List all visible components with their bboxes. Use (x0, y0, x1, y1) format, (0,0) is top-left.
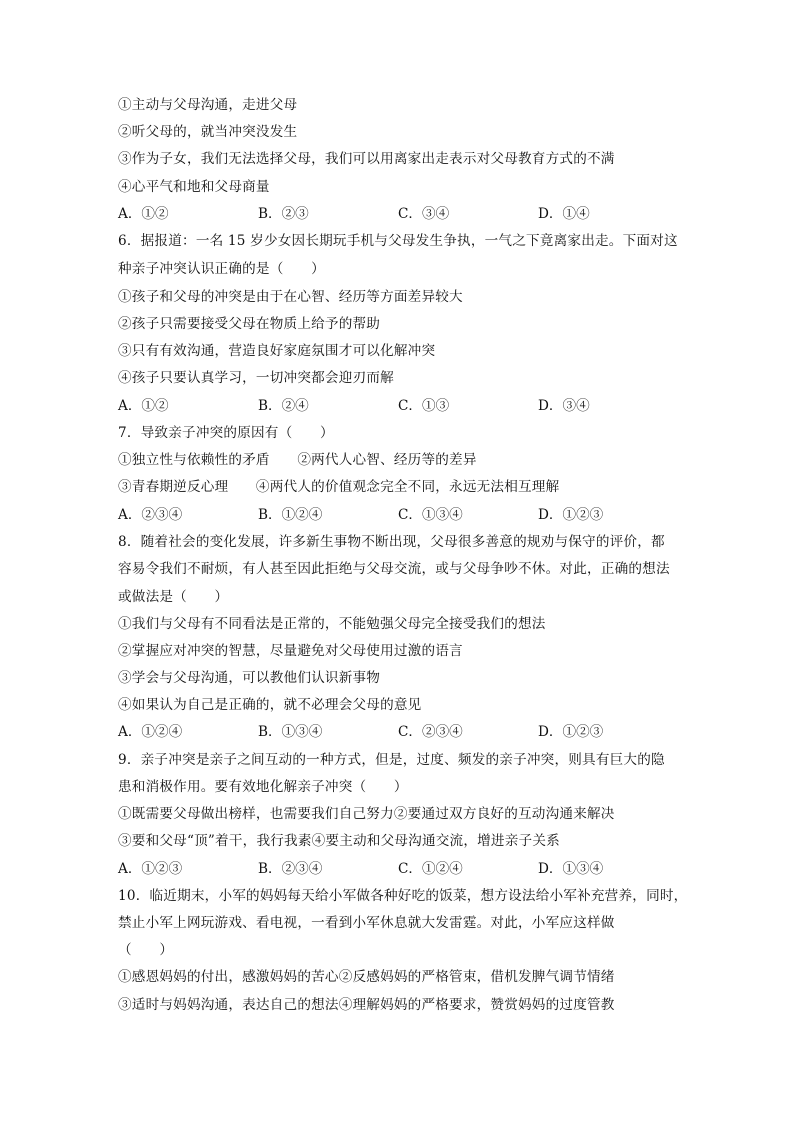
text-line: ③要和父母“顶”着干，我行我素④要主动和父母沟通交流，增进亲子关系 (118, 833, 560, 849)
option-a: A．②③④ (118, 507, 183, 523)
text-line: ④心平气和地和父母商量 (118, 179, 270, 195)
option-a: A．①② (118, 398, 169, 414)
question-10-stem: 禁止小军上网玩游戏、看电视，一看到小军休息就大发雷霆。对此，小军应这样做 (118, 915, 615, 931)
question-6-stem: 种亲子冲突认识正确的是（ ） (118, 261, 325, 277)
question-10-stem: 10．临近期末，小军的妈妈每天给小军做各种好吃的饭菜，想方设法给小军补充营养，同时， (118, 888, 688, 904)
text-line: ①感恩妈妈的付出，感激妈妈的苦心②反感妈妈的严格管束，借机发脾气调节情绪 (118, 969, 615, 985)
text-line: ③只有有效沟通，营造良好家庭氛围才可以化解冲突 (118, 343, 436, 359)
question-8-stem: 8．随着社会的变化发展，许多新生事物不断出现，父母很多善意的规劝与保守的评价，都 (118, 534, 665, 550)
text-line: ②孩子只需要接受父母在物质上给予的帮助 (118, 316, 381, 332)
text-line: ③作为子女，我们无法选择父母，我们可以用离家出走表示对父母教育方式的不满 (118, 151, 615, 167)
text-line: ③青春期逆反心理 ④两代人的价值观念完全不同，永远无法相互理解 (118, 479, 560, 495)
text-line: ②听父母的，就当冲突没发生 (118, 124, 298, 140)
question-9-stem: 9．亲子冲突是亲子之间互动的一种方式，但是，过度、频发的亲子冲突，则具有巨大的隐 (118, 752, 665, 768)
option-c: C．①②④ (398, 861, 463, 877)
option-d: D．①②③ (538, 507, 604, 523)
option-d: D．①②③ (538, 724, 604, 740)
text-line: ③学会与父母沟通，可以教他们认识新事物 (118, 670, 381, 686)
option-a: A．①②③ (118, 861, 183, 877)
option-b: B．②④ (258, 398, 309, 414)
text-line: ①我们与父母有不同看法是正常的，不能勉强父母完全接受我们的想法 (118, 616, 546, 632)
question-6-stem: 6．据报道：一名 15 岁少女因长期玩手机与父母发生争执，一气之下竟离家出走。下面对这 (118, 233, 678, 249)
question-8-stem: 或做法是（ ） (118, 589, 229, 605)
option-d: D．③④ (538, 398, 590, 414)
option-b: B．②③④ (258, 861, 323, 877)
text-line: ④孩子只要认真学习，一切冲突都会迎刃而解 (118, 370, 394, 386)
text-line: ①独立性与依赖性的矛盾 ②两代人心智、经历等的差异 (118, 452, 477, 468)
text-line: ①孩子和父母的冲突是由于在心智、经历等方面差异较大 (118, 289, 463, 305)
text-line: ③适时与妈妈沟通，表达自己的想法④理解妈妈的严格要求，赞赏妈妈的过度管教 (118, 997, 615, 1013)
text-line: ①既需要父母做出榜样，也需要我们自己努力②要通过双方良好的互动沟通来解决 (118, 806, 615, 822)
text-line: ②掌握应对冲突的智慧，尽量避免对父母使用过激的语言 (118, 643, 463, 659)
option-b: B．①②④ (258, 507, 323, 523)
question-8-stem: 容易令我们不耐烦，有人甚至因此拒绝与父母交流，或与父母争吵不休。对此，正确的想法 (118, 561, 670, 577)
option-c: C．①③④ (398, 507, 463, 523)
question-7-stem: 7．导致亲子冲突的原因有（ ） (118, 425, 334, 441)
option-c: C．③④ (398, 206, 450, 222)
question-9-stem: 患和消极作用。要有效地化解亲子冲突（ ） (118, 779, 408, 795)
option-a: A．①② (118, 206, 169, 222)
option-a: A．①②④ (118, 724, 183, 740)
option-b: B．①③④ (258, 724, 323, 740)
option-c: C．①③ (398, 398, 450, 414)
option-c: C．②③④ (398, 724, 463, 740)
option-b: B．②③ (258, 206, 309, 222)
option-d: D．①④ (538, 206, 590, 222)
text-line: ④如果认为自己是正确的，就不必理会父母的意见 (118, 697, 422, 713)
option-d: D．①③④ (538, 861, 604, 877)
question-10-stem: （ ） (118, 942, 174, 958)
text-line: ①主动与父母沟通，走进父母 (118, 97, 298, 113)
